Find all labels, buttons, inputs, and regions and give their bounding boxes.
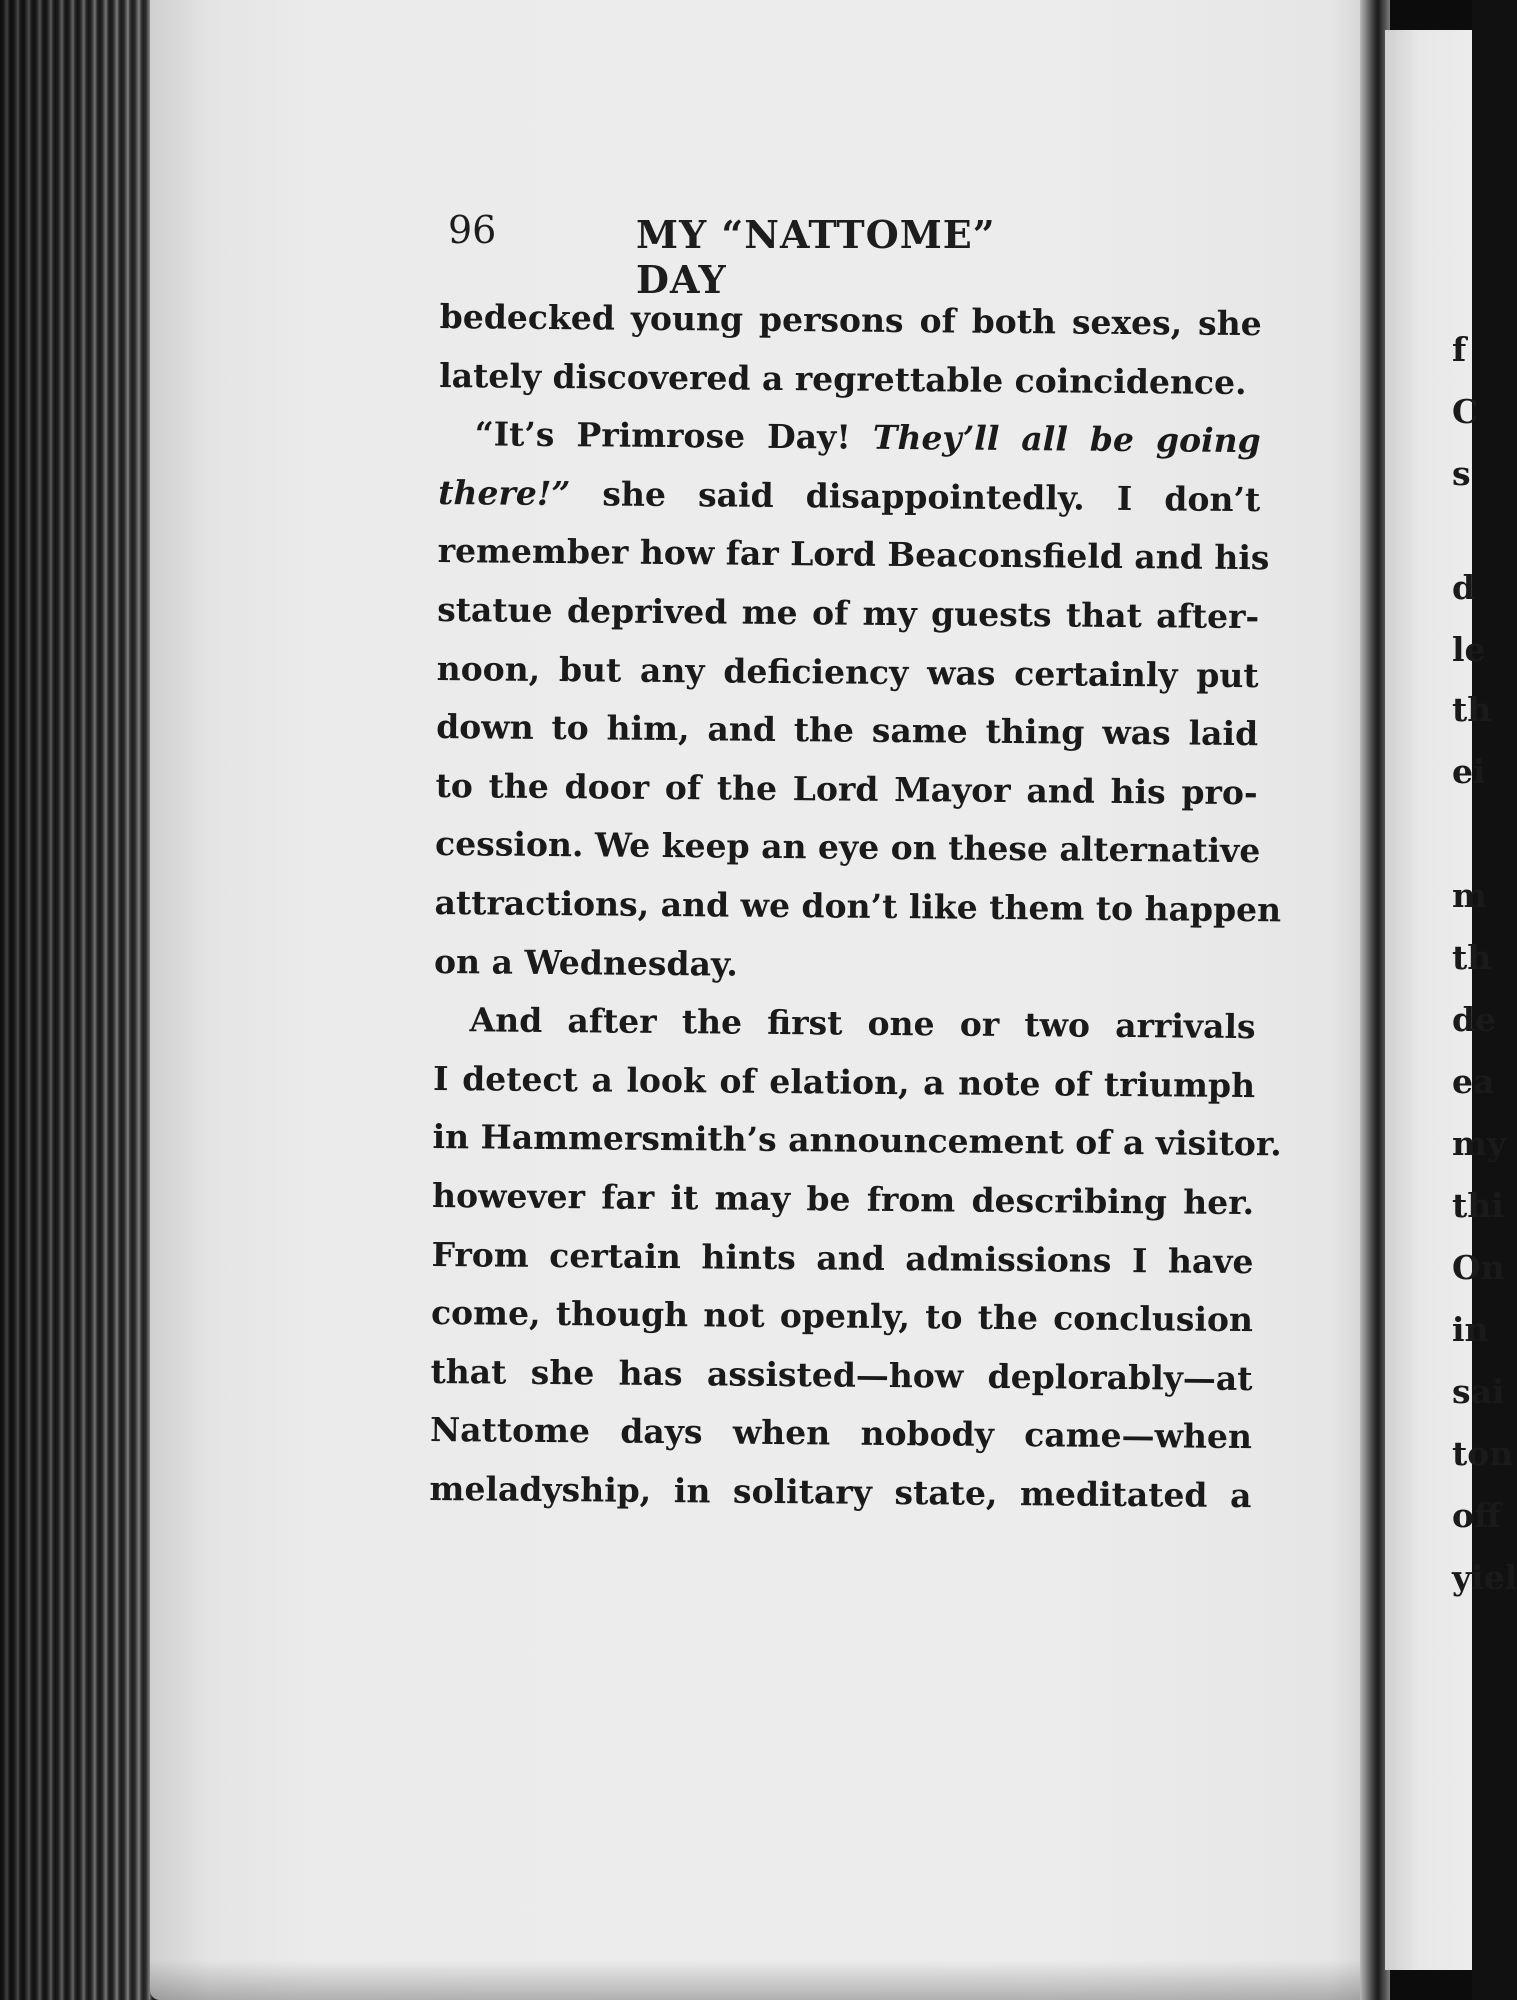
page-header bbox=[448, 208, 1088, 302]
text-line: attractions, and we don’t like them to happen bbox=[434, 882, 1282, 930]
text-line: And after the first one or two arrivals bbox=[469, 1000, 1256, 1047]
text-line: I detect a look of elation, a note of triumph bbox=[432, 1058, 1256, 1105]
text-line: cession. We keep an eye on these alternative bbox=[434, 824, 1261, 871]
facing-fragment: m bbox=[1452, 876, 1487, 915]
facing-fragment: sai bbox=[1452, 1372, 1505, 1411]
running-title: MY “NATTOME” DAY bbox=[636, 212, 996, 302]
facing-fragment: C bbox=[1452, 392, 1479, 431]
facing-fragment: d bbox=[1452, 568, 1476, 607]
facing-fragment: my bbox=[1452, 1124, 1507, 1163]
text-line bbox=[438, 464, 1260, 530]
text-line: on a Wednesday. bbox=[433, 941, 738, 984]
text-line: bedecked young persons of both sexes, she bbox=[439, 296, 1262, 344]
facing-fragment: ton bbox=[1452, 1434, 1514, 1473]
facing-fragment: off bbox=[1452, 1496, 1502, 1535]
facing-fragment: th bbox=[1452, 938, 1492, 977]
facing-fragment: th bbox=[1452, 690, 1492, 729]
facing-fragment: s bbox=[1452, 454, 1471, 493]
text-line: to the door of the Lord Mayor and his pro- bbox=[435, 765, 1258, 812]
text-line: noon, but any deficiency was certainly put bbox=[436, 648, 1259, 695]
text-line: down to him, and the same thing was laid bbox=[436, 707, 1259, 754]
facing-fragment: de bbox=[1452, 1000, 1497, 1039]
text-line: lately discovered a regrettable coincidence. bbox=[439, 355, 1247, 402]
text-line: From certain hints and admissions I have bbox=[431, 1234, 1254, 1281]
text-line: remember how far Lord Beaconsfield and his bbox=[437, 531, 1270, 578]
italic-fragment: They’ll all be going bbox=[872, 417, 1261, 461]
text-line: come, though not openly, to the conclusion bbox=[430, 1293, 1254, 1340]
facing-fragment: in bbox=[1452, 1310, 1489, 1349]
facing-fragment: thi bbox=[1452, 1186, 1504, 1225]
facing-fragment: f bbox=[1452, 330, 1467, 369]
facing-fragment: ei bbox=[1452, 752, 1486, 791]
body-text bbox=[429, 288, 1282, 1526]
text-line bbox=[438, 405, 1260, 471]
page-number: 96 bbox=[448, 208, 497, 252]
text-line: meladyship, in solitary state, meditated a bbox=[429, 1468, 1252, 1516]
facing-fragment: yiel bbox=[1452, 1558, 1517, 1597]
text-fragment: “It’s Primrose Day! bbox=[474, 414, 851, 457]
text-line: in Hammersmith’s announcement of a visitor. bbox=[432, 1117, 1282, 1164]
text-line: statue deprived me of my guests that after- bbox=[437, 589, 1260, 637]
facing-fragment: le bbox=[1452, 630, 1486, 669]
text-line: Nattome days when nobody came—when bbox=[429, 1410, 1253, 1457]
italic-fragment: there!” bbox=[438, 472, 571, 513]
text-line: that she has assisted—how deplorably—at bbox=[430, 1351, 1253, 1398]
text-line: however far it may be from describing her. bbox=[431, 1175, 1255, 1223]
facing-fragment: On bbox=[1452, 1248, 1505, 1287]
text-fragment: she said disappointedly. I don’t bbox=[602, 474, 1261, 519]
facing-fragment: ea bbox=[1452, 1062, 1495, 1101]
